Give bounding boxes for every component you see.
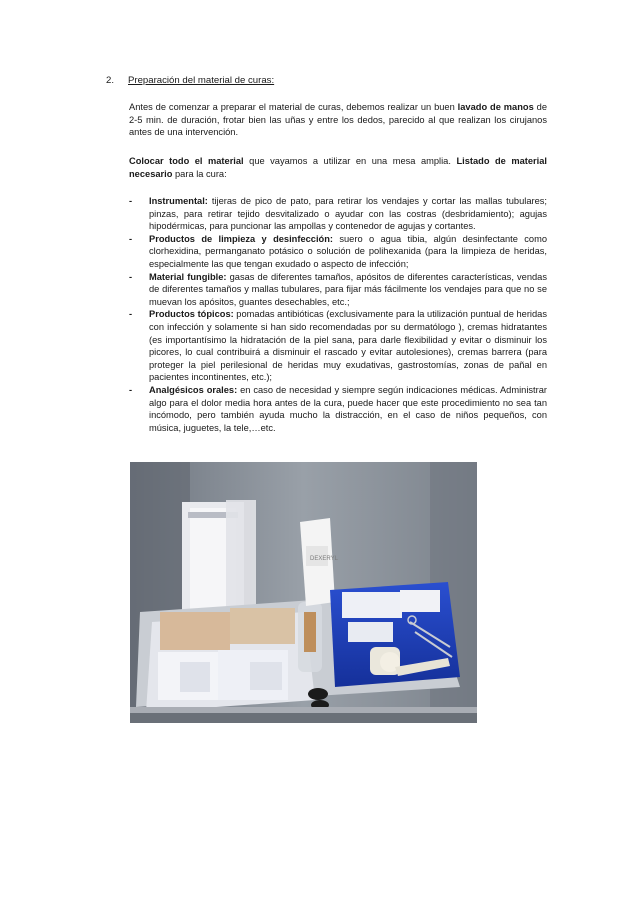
list-dash: - <box>129 233 133 244</box>
list-dash: - <box>129 271 133 282</box>
bold-run: Listado de material necesario <box>129 156 547 179</box>
section-number: 2. <box>106 75 115 86</box>
photo-illustration <box>130 462 477 723</box>
list-dash: - <box>129 309 133 320</box>
list-item-analgesicos <box>129 384 547 434</box>
section-heading <box>106 75 546 87</box>
text-run: para la cura: <box>172 168 227 179</box>
list-item-instrumental <box>129 195 547 233</box>
list-term: Material fungible: <box>149 271 227 282</box>
list-term: Instrumental: <box>149 196 208 206</box>
list-text: pomadas antibióticas (exclusivamente para la utilización puntual de heridas con infección y solamente si han sido recomendadas por su dermatólogo ), cremas hidratantes (es importantísimo la hidratación de la piel sana, para darle flexibilidad y evitar o disminuir los picores, lo cual contribuirá a disminuir el rascado y evitar autolesiones), cremas barrera (para proteger la piel perilesional de heridas muy exudativas, gastrostomías, zonas de pañal en pacientes incontinentes, etc.); <box>149 309 547 383</box>
text-run: de 2-5 min. de duración, frotar bien las uñas y entre los dedos, parecido al que realizan los cirujanos antes de una intervención. <box>129 102 547 138</box>
list-text: en caso de necesidad y siempre según indicaciones médicas. Administrar algo para el dolor media hora antes de la cura, puede hacer que este procedimiento no sea tan incómodo, pero también ayuda mucho la distracción, en el caso de niños pequeños, con música, juguetes, la tele,…etc. <box>149 384 547 433</box>
photo-curas-material <box>130 462 477 723</box>
list-term: Productos tópicos: <box>149 309 234 320</box>
list-item-topicos <box>129 308 547 384</box>
list-text: tijeras de pico de pato, para retirar los vendajes y cortar las mallas tubulares; pinzas, para retirar tejido desvitalizado o ayudar con las costras (desbridamiento); agujas hipodérmicas, para puncionar las ampollas y contenedor de agujas y cortantes. <box>149 196 547 232</box>
material-list <box>129 195 547 434</box>
list-item-limpieza <box>129 233 547 271</box>
list-dash: - <box>129 384 133 395</box>
list-term: Productos de limpieza y desinfección: <box>149 233 334 244</box>
tube-label: DEXERYL <box>310 556 338 562</box>
bold-run: lavado de manos <box>457 102 534 112</box>
list-text: gasas de diferentes tamaños, apósitos de diferentes características, vendas de diferentes tamaños y mallas tubulares, para fijar más fácilmente los vendajes para que no se muevan los apósitos, guantes desechables, etc.; <box>149 271 547 307</box>
section-title: Preparación del material de curas: <box>128 75 275 86</box>
list-dash: - <box>129 196 133 206</box>
text-run: que vayamos a utilizar en una mesa amplia. <box>243 156 457 166</box>
list-term: Analgésicos orales: <box>149 384 238 395</box>
material-paragraph <box>129 155 547 180</box>
text-run: Antes de comenzar a preparar el material de curas, debemos realizar un buen <box>129 102 458 112</box>
intro-paragraph <box>129 101 547 139</box>
list-text: suero o agua tibia, algún desinfectante como clorhexidina, permanganato potásico o solución de polihexanida (para la limpieza de heridas, especialmente las que tengan exudado o aspecto de infección; <box>149 233 547 269</box>
list-item-fungible <box>129 271 547 309</box>
bold-run: Colocar todo el material <box>129 156 244 166</box>
